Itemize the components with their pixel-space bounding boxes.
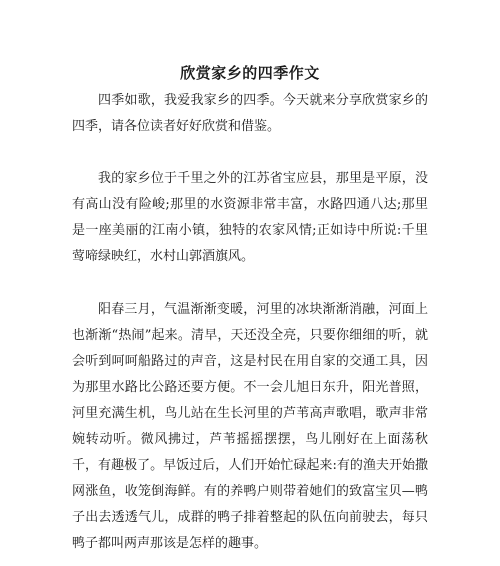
document-title: 欣赏家乡的四季作文 (180, 64, 320, 82)
paragraph-spring: 阳春三月，气温渐渐变暖，河里的冰块渐渐消融，河面上也渐渐“热闹”起来。清早，天还没全亮，只要你细细的听，就会听到呵呵船路过的声音，这是村民在用自家的交通工具，因为那里水路比公路还要方便。不一会儿旭日东升，阳光普照，河里充满生机，鸟儿站在生长河里的芦苇高声歌唱，歌声非常婉转动听。微风拂过，芦苇摇摇摆摆，鸟儿刚好在上面荡秋千，有趣极了。早饭过后，人们开始忙碌起来:有的渔夫开始撒网涨鱼，收笼倒海鲜。有的养鸭户则带着她们的致富宝贝—鸭子出去透透气儿，成群的鸭子排着整起的队伍向前驶去，每只鸭子都叫两声那该是怎样的趣事。 (72, 302, 428, 551)
paragraph-hometown: 我的家乡位于千里之外的江苏省宝应县，那里是平原，没有高山没有险峻;那里的水资源非常丰富，水路四通八达;那里是一座美丽的江南小镇，独特的农家风情;正如诗中所说:千里莺啼绿映红，水村山郭酒旗风。 (72, 171, 428, 264)
cut-off-text-line (72, 553, 428, 566)
paragraph-intro: 四季如歌，我爱我家乡的四季。今天就来分享欣赏家乡的四季，请各位读者好好欣赏和借鉴。 (72, 93, 428, 134)
